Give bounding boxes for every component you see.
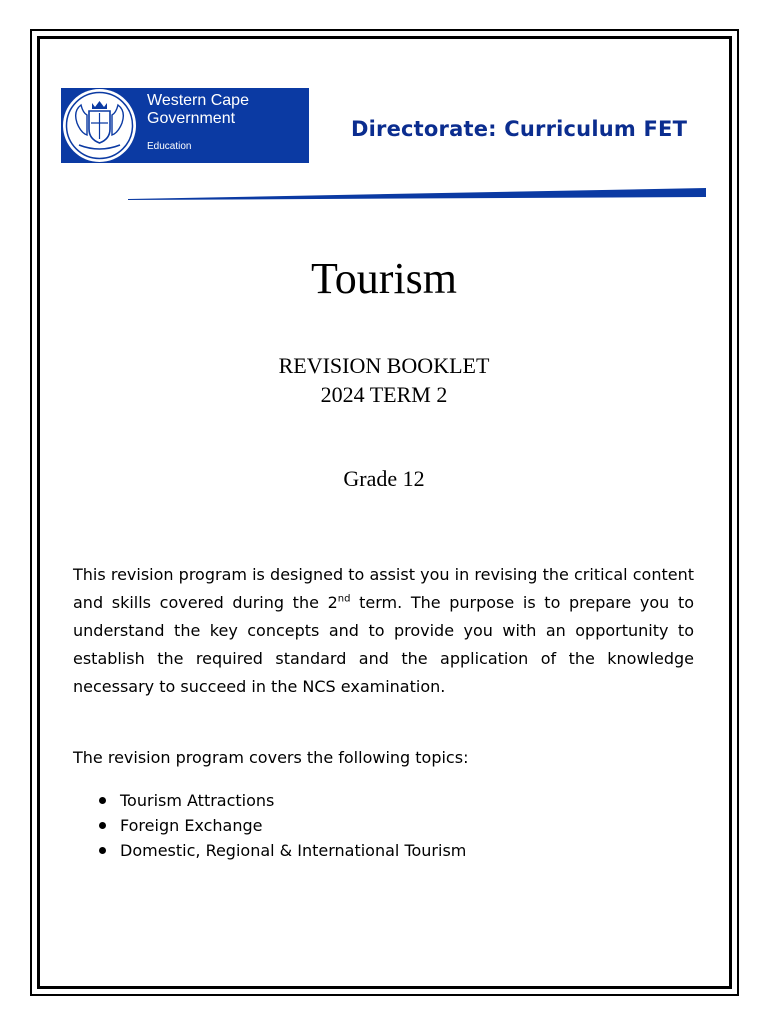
document-subtitle-term: 2024 TERM 2 [320,382,448,407]
bullet-icon [99,797,106,804]
intro-text-part2: term. The purpose is to prepare you to understand the key concepts and to provide you with an opportunity to establish the required standard and the application of the knowledge necessary to succeed in the NCS examination. [73,593,695,696]
directorate-heading: Directorate: Curriculum FET [351,117,688,141]
topics-intro-text: The revision program covers the following topics: [73,748,469,767]
topic-label: Foreign Exchange [120,816,263,835]
document-subtitle-booklet: REVISION BOOKLET [278,353,490,378]
logo-line-government: Government [147,110,236,127]
logo-education-label: Education [147,141,192,152]
western-cape-government-logo [61,88,309,163]
grade-label: Grade 12 [343,466,425,491]
header-swoosh-divider [128,186,706,201]
topic-item [73,813,466,838]
intro-text-part1: This revision program is designed to assist you in revising the critical content and skills covered during the 2 [73,565,694,612]
topic-item [73,788,466,813]
bullet-icon [99,822,106,829]
topics-list [73,788,466,863]
coat-of-arms-icon [63,89,136,162]
document-title: Tourism [310,254,458,303]
intro-paragraph [73,561,694,701]
intro-superscript: nd [337,593,351,605]
bullet-icon [99,847,106,854]
topic-item [73,838,466,863]
topic-label: Domestic, Regional & International Tourism [120,841,467,860]
logo-line-western-cape: Western Cape [147,92,249,109]
topic-label: Tourism Attractions [120,791,275,810]
